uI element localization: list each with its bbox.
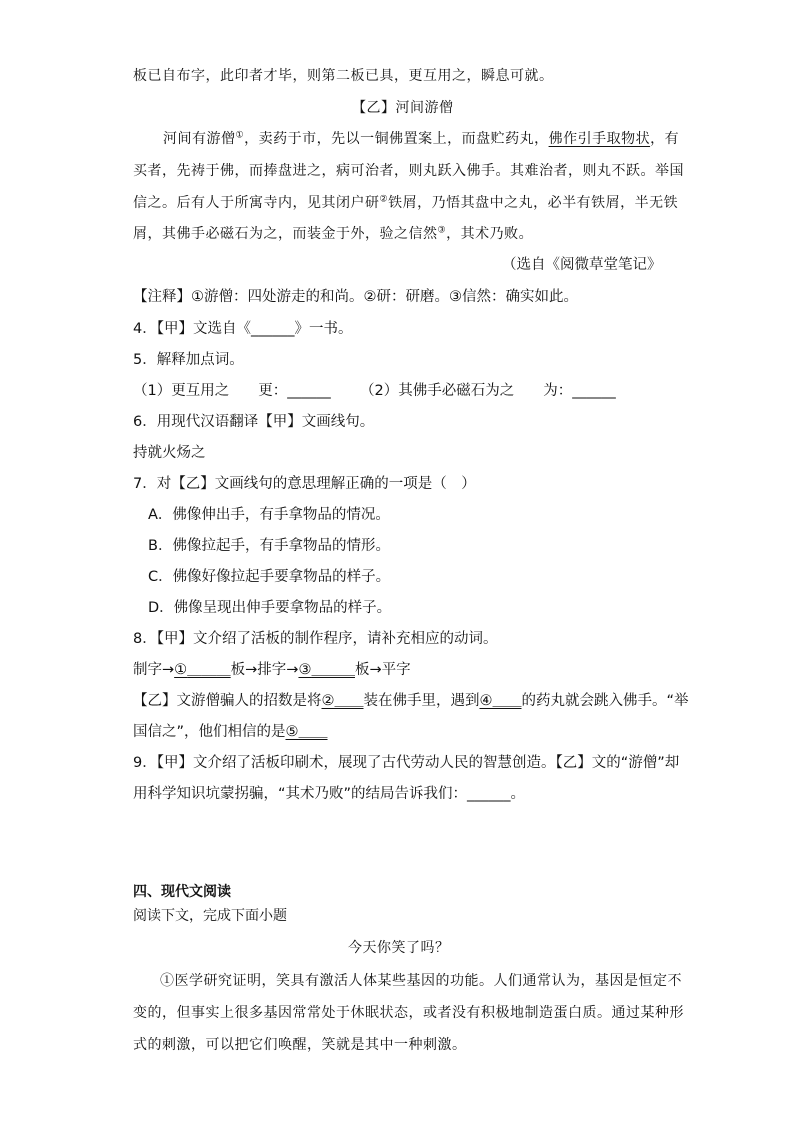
option-d[interactable]: D．佛像呈现出伸手要拿物品的样子。 <box>148 600 392 616</box>
yi-line-3 <box>133 193 678 213</box>
blank-line[interactable]: ＿＿ <box>492 693 522 709</box>
note-marker-1: ① <box>235 130 245 141</box>
question-8-line-1 <box>133 660 411 680</box>
question-8-line-2 <box>133 691 689 711</box>
essay-line-1: ①医学研究证明，笑具有激活人体某些基因的功能。人们通常认为，基因是恒定不 <box>160 973 682 989</box>
q8-text: 国信之”，他们相信的是 <box>133 724 286 740</box>
yi-text: ，有 <box>650 131 680 147</box>
essay-line-3: 式的刺激，可以把它们唤醒，笑就是其中一种刺激。 <box>133 1037 467 1053</box>
yi-text: 河间有游僧 <box>163 131 236 147</box>
q8-text: 的药丸就会跳入佛手。“举 <box>521 693 689 709</box>
section-4-instructions: 阅读下文，完成下面小题 <box>133 908 287 924</box>
yi-text: 信之。后有人于所寓寺内，见其闭户研 <box>133 195 380 211</box>
q8-text: 板→排字→ <box>230 662 299 678</box>
question-4: 4．【甲】文选自《______》一书。 <box>133 321 353 337</box>
blank-1[interactable]: ① <box>174 662 188 678</box>
q8-text: 【乙】文游僧骗人的招数是将 <box>133 693 322 709</box>
note-marker-2: ② <box>379 194 389 205</box>
yi-text: 铁屑，乃悟其盘中之丸，必半有铁屑，半无铁 <box>388 195 679 211</box>
question-8-line-3 <box>133 722 328 742</box>
jia-text-tail: 板已自布字，此印者才毕，则第二板已具，更互用之，瞬息可就。 <box>133 68 554 84</box>
question-9-line-2: 用科学知识坑蒙拐骗，“其术乃败”的结局告诉我们：______。 <box>133 786 526 802</box>
question-6: 6．用现代汉语翻译【甲】文画线句。 <box>133 414 375 430</box>
blank-line[interactable]: ＿＿ <box>298 724 328 740</box>
blank-4[interactable]: ④ <box>479 693 493 709</box>
yi-line-2: 买者，先祷于佛，而捧盘进之，病可治者，则丸跃入佛手。其难治者，则丸不跃。举国 <box>133 163 684 179</box>
notes: 【注释】①游僧：四处游走的和尚。②研：研磨。③信然：确实如此。 <box>133 289 578 305</box>
blank-5[interactable]: ⑤ <box>285 724 299 740</box>
yi-line-1 <box>163 129 679 149</box>
yi-source: （选自《阅微草堂笔记》 <box>502 257 662 273</box>
question-8: 8．【甲】文介绍了活板的制作程序，请补充相应的动词。 <box>133 631 498 647</box>
blank-2[interactable]: ② <box>321 693 335 709</box>
q8-text: 板→平字 <box>354 662 411 678</box>
essay-title: 今天你笑了吗？ <box>348 940 450 956</box>
option-a[interactable]: A．佛像伸出手，有手拿物品的情况。 <box>148 507 390 523</box>
yi-title: 【乙】河间游僧 <box>352 100 454 116</box>
section-4-heading: 四、现代文阅读 <box>133 884 231 900</box>
note-marker-3: ③ <box>437 225 447 236</box>
underlined-sentence: 佛作引手取物状 <box>548 131 651 147</box>
yi-text: ，其术乃败。 <box>446 226 534 242</box>
q8-text: 制字→ <box>133 662 175 678</box>
q8-text: 装在佛手里，遇到 <box>363 693 480 709</box>
question-6-sentence: 持就火炀之 <box>133 445 206 461</box>
option-c[interactable]: C．佛像好像拉起手要拿物品的样子。 <box>148 569 391 585</box>
option-b[interactable]: B．佛像拉起手，有手拿物品的情形。 <box>148 538 390 554</box>
essay-line-2: 变的，但事实上很多基因常常处于休眠状态，或者没有积极地制造蛋白质。通过某种形 <box>133 1005 684 1021</box>
yi-text: ，卖药于市，先以一铜佛置案上，而盘贮药丸， <box>244 131 549 147</box>
blank-line[interactable]: ＿＿ <box>334 693 364 709</box>
question-5: 5．解释加点词。 <box>133 352 244 368</box>
question-5-part-2: （2）其佛手必磁石为之 为：______ <box>360 383 616 399</box>
question-9-line-1: 9．【甲】文介绍了活板印刷术，展现了古代劳动人民的智慧创造。【乙】文的“游僧”却 <box>133 755 680 771</box>
question-7: 7．对【乙】文画线句的意思理解正确的一项是（ ） <box>133 476 476 492</box>
blank-line[interactable]: ＿＿＿ <box>311 662 355 678</box>
yi-text: 屑，其佛手必磁石为之，而装金于外，验之信然 <box>133 226 438 242</box>
yi-line-4 <box>133 224 533 244</box>
blank-line[interactable]: ＿＿＿ <box>187 662 231 678</box>
blank-3[interactable]: ③ <box>298 662 312 678</box>
question-5-part-1: （1）更互用之 更：______ <box>133 383 331 399</box>
